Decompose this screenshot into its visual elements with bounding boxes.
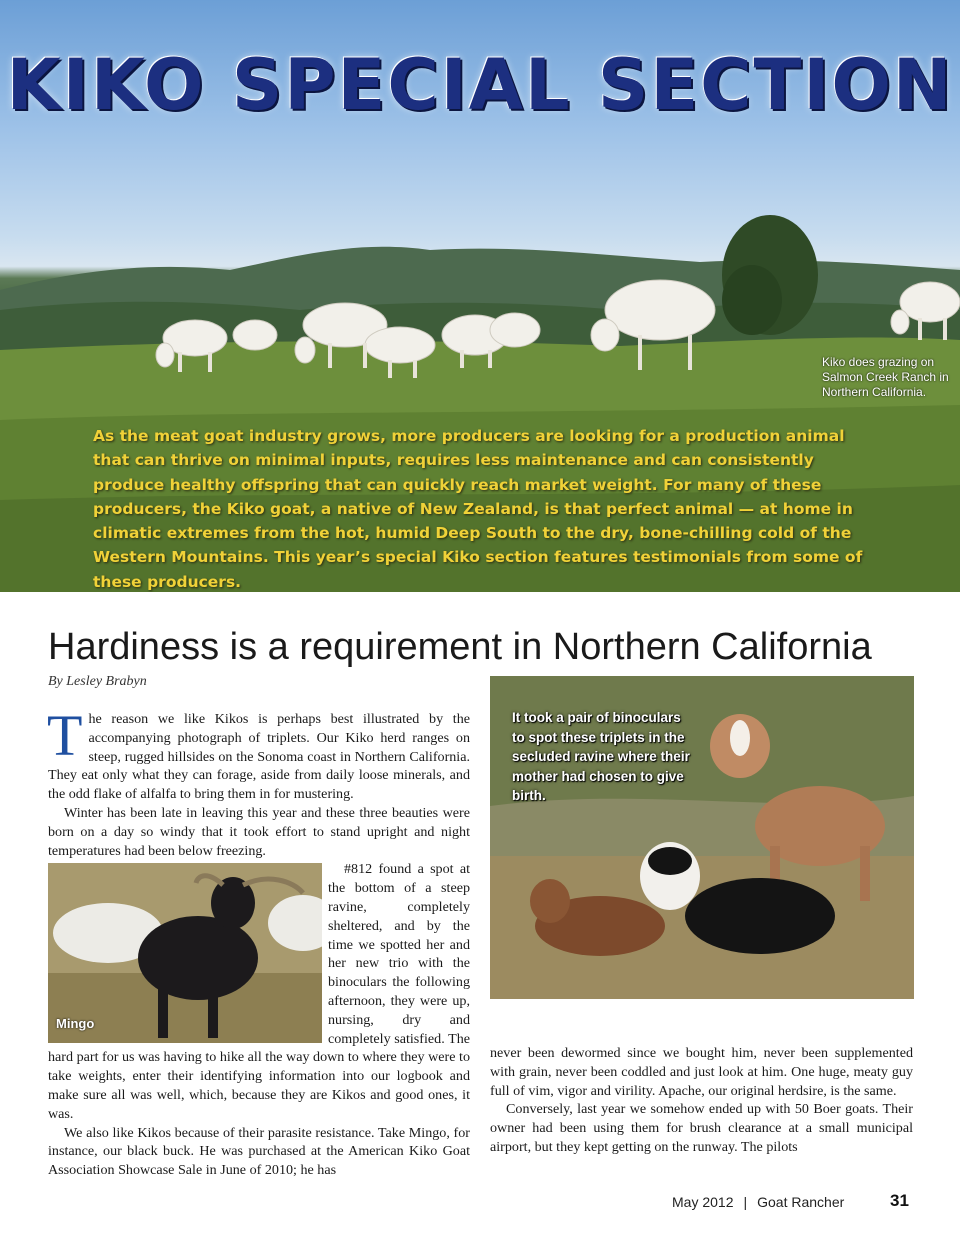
mingo-photo [48, 863, 322, 1043]
hero-photo [0, 0, 960, 592]
article-paragraph-1: he reason we like Kikos is perhaps best illustrated by the accompanying photograph of triplets. Our Kiko herd ranges on steep, rugged hillsides on the Sonoma coast in Northern California. They eat only what they can forage, aside from daily loose minerals, and the odd flake of alfalfa to bring them in for mustering. [48, 711, 470, 803]
article-headline: Hardiness is a requirement in Northern California [48, 626, 872, 668]
hero-photo-caption: Kiko does grazing on Salmon Creek Ranch in Northern California. [822, 355, 949, 399]
article-paragraph-5: never been dewormed since we bought him, never been supplemented with grain, never been coddled and just look at him. One huge, meaty guy full of vim, vigor and virility. Apache, our original herdsire, is the same. [490, 1045, 913, 1099]
triplets-photo-caption: It took a pair of binoculars to spot these triplets in the secluded ravine where their mother had chosen to give birth. [512, 710, 690, 803]
section-title: KIKO SPECIAL SECTION [6, 44, 954, 126]
article-paragraph-3: #812 found a spot at the bottom of a steep ravine, completely sheltered, and by the time we spotted her and her new trio with the binoculars the following afternoon, they were up, nursing, dry and completely satisfied. The hard part for us was having to hike all the way down to where they were to take weights, enter their identifying information into our logbook and make sure all was well, which, because they are Kikos and good ones, it was. [48, 861, 470, 1122]
footer-separator: | [743, 1194, 748, 1210]
mingo-photo-label: Mingo [56, 1015, 95, 1031]
article-paragraph-6: Conversely, last year we somehow ended up with 50 Boer goats. Their owner had been using them for brush clearance at a small municipal airport, but they kept getting on the runway. The pilots [490, 1101, 913, 1155]
article-paragraph-2: Winter has been late in leaving this year and these three beauties were born on a day so windy that it took effort to stand upright and night temperatures had been below freezing. [48, 804, 470, 859]
article-byline: By Lesley Brabyn [48, 674, 147, 689]
page-number: 31 [890, 1191, 909, 1210]
article-column-left [47, 703, 470, 1180]
publication-name: Goat Rancher [757, 1194, 845, 1210]
article-paragraph-4: We also like Kikos because of their parasite resistance. Take Mingo, for instance, our black buck. He was purchased at the American Kiko Goat Association Showcase Sale in June of 2010; he has [48, 1124, 470, 1179]
drop-cap: T [47, 703, 83, 768]
section-intro: As the meat goat industry grows, more producers are looking for a production animal that can thrive on minimal inputs, requires less maintenance and can consistently produce healthy offspring that can quickly reach market weight. For many of these producers, the Kiko goat, a native of New Zealand, is that perfect animal — at home in climatic extremes from the hot, humid Deep South to the dry, bone-chilling cold of the Western Mountains. This year’s special Kiko section features testimonials from some of these producers. [93, 427, 863, 591]
triplets-photo [490, 676, 914, 999]
issue-date: May 2012 [672, 1194, 734, 1210]
page-footer [672, 1194, 844, 1210]
article-column-right [490, 1044, 913, 1157]
